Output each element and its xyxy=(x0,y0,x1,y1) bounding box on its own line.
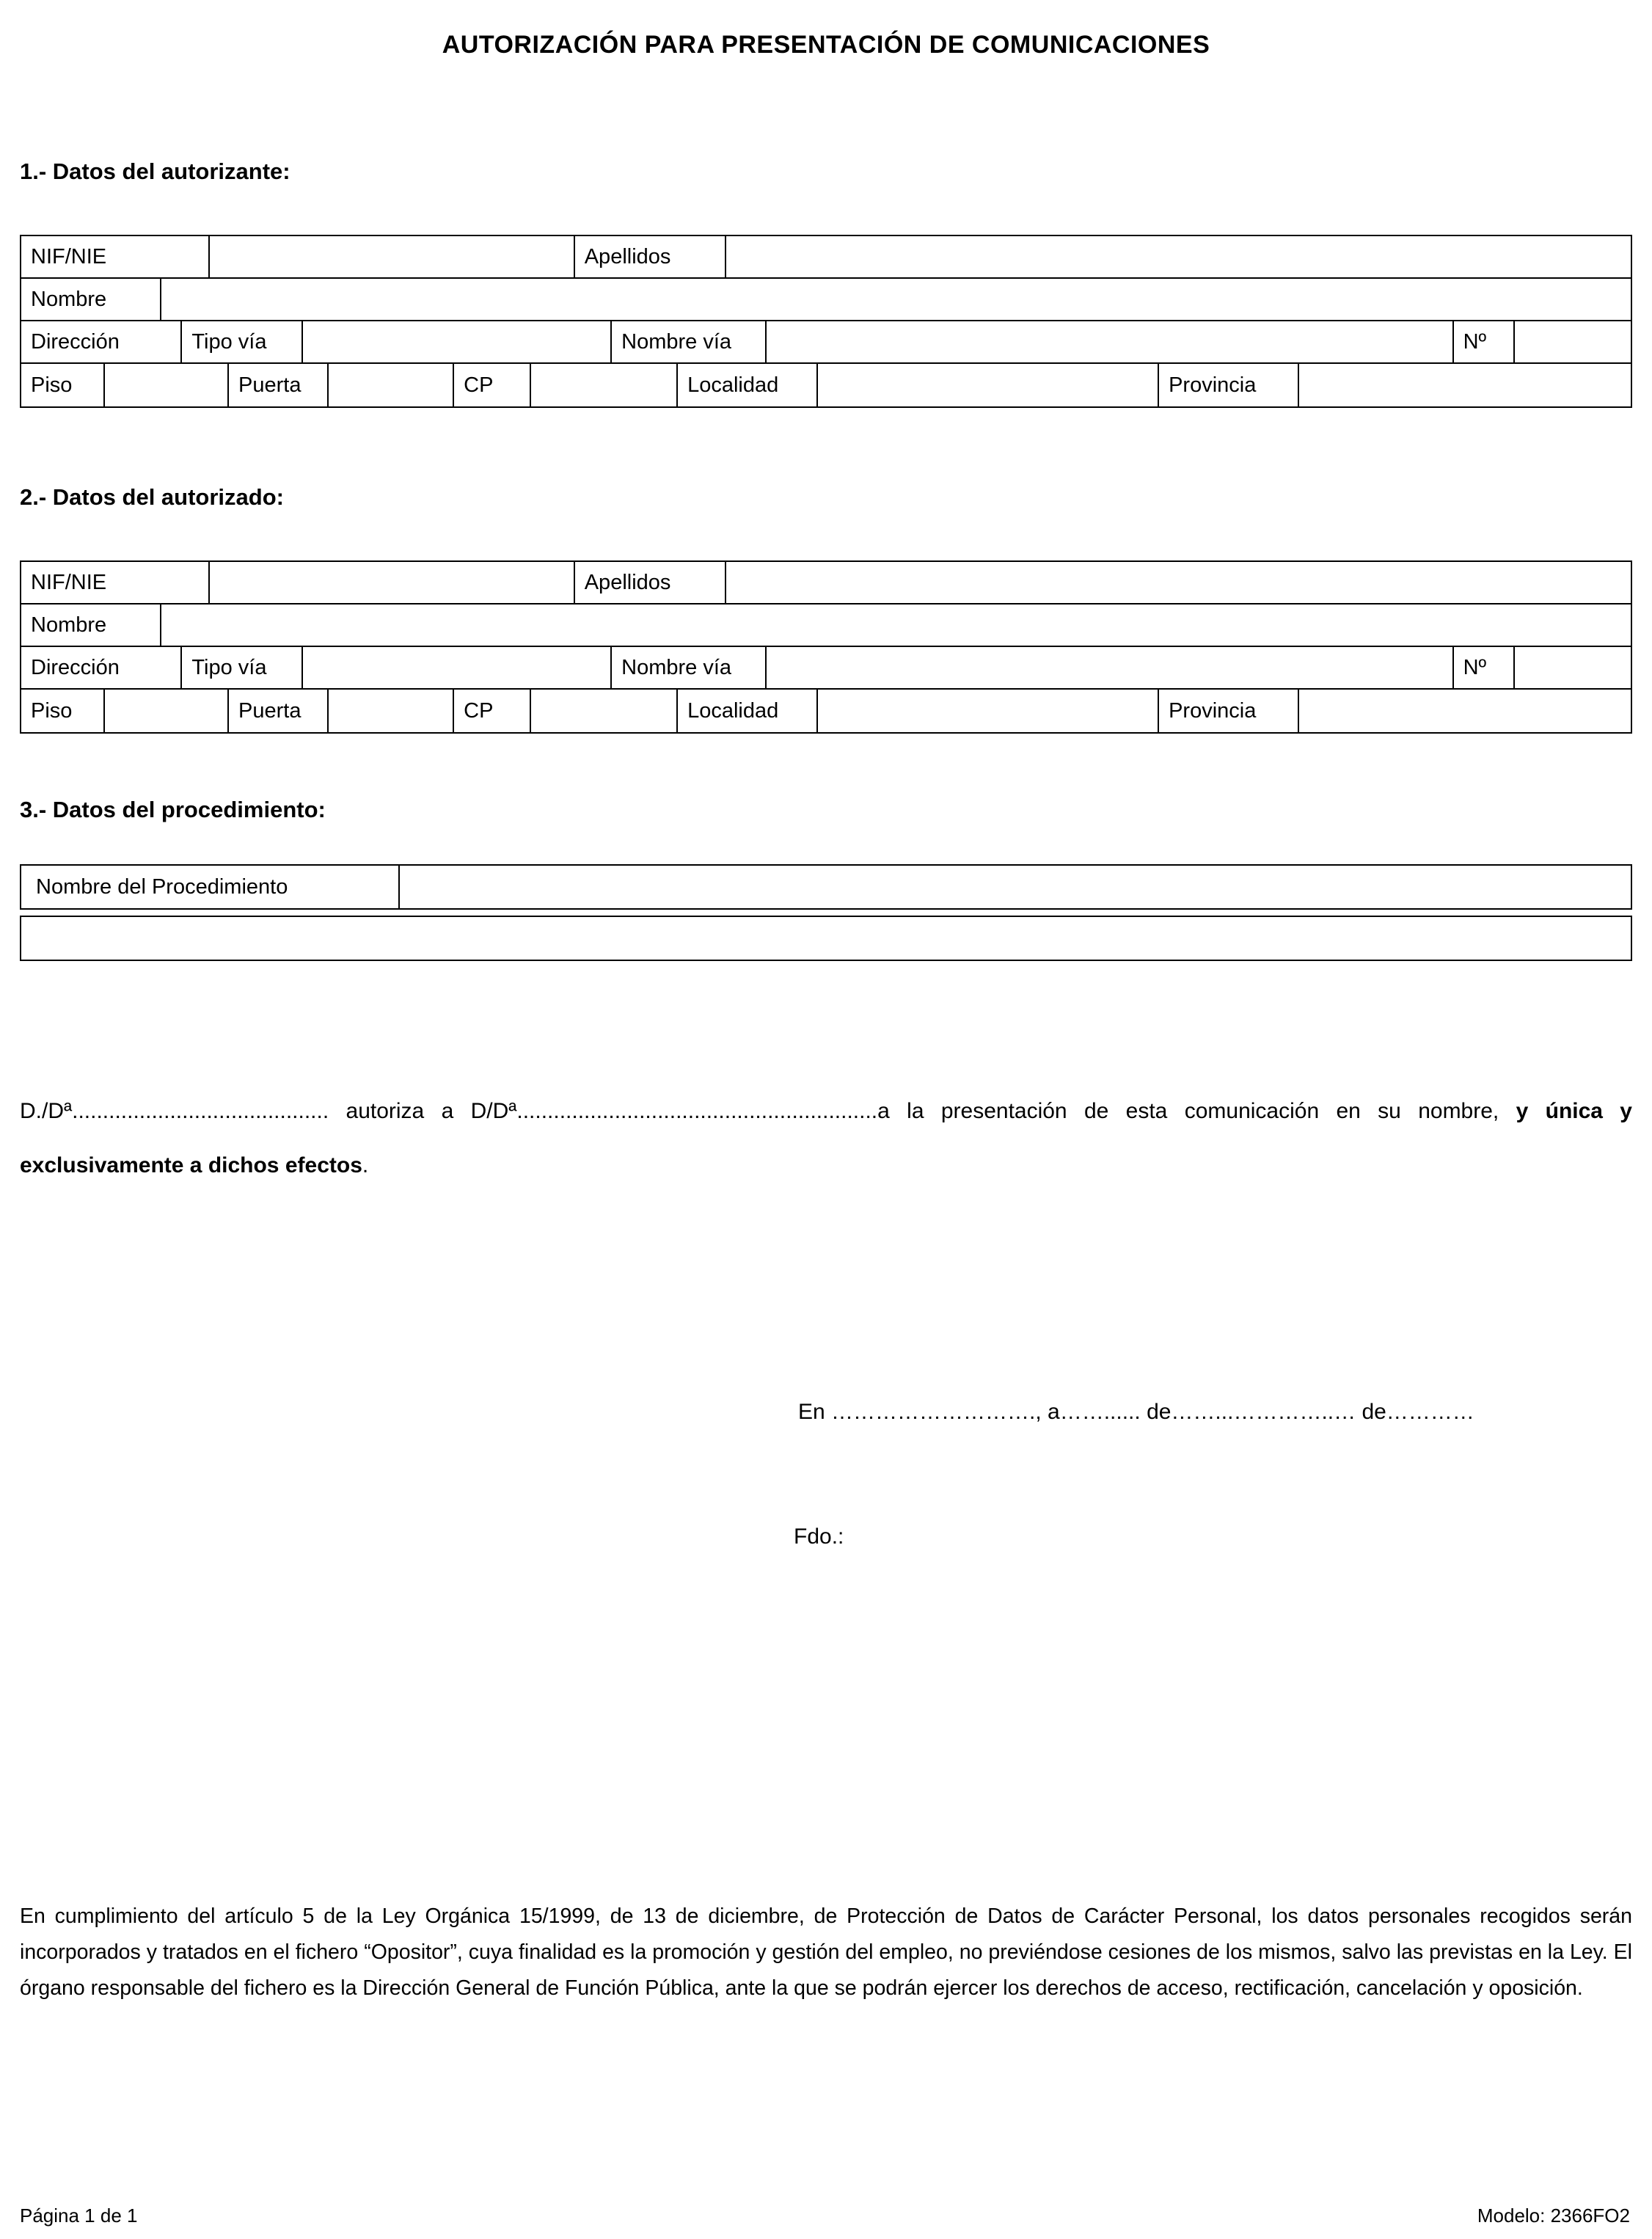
nif-nie-label: NIF/NIE xyxy=(21,562,210,603)
cp-label: CP xyxy=(454,690,531,732)
authorization-period: . xyxy=(362,1153,369,1177)
nombre-procedimiento-label: Nombre del Procedimiento xyxy=(21,866,400,908)
table-row xyxy=(21,690,1631,732)
autorizado-numero-field[interactable] xyxy=(1515,647,1631,688)
apellidos-label: Apellidos xyxy=(575,562,726,603)
autorizante-localidad-field[interactable] xyxy=(818,364,1159,406)
direccion-label: Dirección xyxy=(21,321,182,362)
section-3-heading: 3.- Datos del procedimiento: xyxy=(20,797,326,822)
provincia-label: Provincia xyxy=(1159,364,1299,406)
localidad-label: Localidad xyxy=(678,690,818,732)
nombre-via-label: Nombre vía xyxy=(612,321,767,362)
model-number: Modelo: 2366FO2 xyxy=(1477,2205,1630,2227)
autorizado-nif-field[interactable] xyxy=(210,562,575,603)
page-number: Página 1 de 1 xyxy=(20,2205,138,2227)
numero-label: Nº xyxy=(1454,647,1515,688)
autorizante-puerta-field[interactable] xyxy=(329,364,454,406)
date-line: En ………………………., a……...... de……...…………..… de………… xyxy=(798,1400,1474,1424)
procedimiento-table xyxy=(20,864,1632,910)
autorizado-nombre-field[interactable] xyxy=(161,605,1631,646)
procedimiento-nombre-field[interactable] xyxy=(400,866,1631,908)
apellidos-label: Apellidos xyxy=(575,236,726,277)
authorization-bold-text: y única y exclusivamente a dichos efectos xyxy=(20,1099,1632,1177)
autorizado-cp-field[interactable] xyxy=(531,690,678,732)
table-row xyxy=(21,364,1631,406)
autorizante-table xyxy=(20,235,1632,408)
tipo-via-label: Tipo vía xyxy=(182,647,303,688)
autorizado-tipo-via-field[interactable] xyxy=(303,647,612,688)
autorizado-nombre-via-field[interactable] xyxy=(767,647,1454,688)
procedimiento-detalle-table xyxy=(20,916,1632,961)
piso-label: Piso xyxy=(21,364,105,406)
localidad-label: Localidad xyxy=(678,364,818,406)
provincia-label: Provincia xyxy=(1159,690,1299,732)
table-row xyxy=(21,321,1631,364)
numero-label: Nº xyxy=(1454,321,1515,362)
autorizante-piso-field[interactable] xyxy=(105,364,229,406)
autorizante-nif-field[interactable] xyxy=(210,236,575,277)
procedimiento-detalle-field[interactable] xyxy=(21,917,1631,960)
direccion-label: Dirección xyxy=(21,647,182,688)
autorizado-table xyxy=(20,560,1632,734)
table-row xyxy=(21,647,1631,690)
table-row xyxy=(21,236,1631,279)
table-row xyxy=(21,605,1631,647)
table-row xyxy=(21,279,1631,321)
autorizado-puerta-field[interactable] xyxy=(329,690,454,732)
autorizado-localidad-field[interactable] xyxy=(818,690,1159,732)
nif-nie-label: NIF/NIE xyxy=(21,236,210,277)
signature-label: Fdo.: xyxy=(794,1524,844,1549)
document-title: AUTORIZACIÓN PARA PRESENTACIÓN DE COMUNICACIONES xyxy=(442,31,1210,59)
autorizante-nombre-via-field[interactable] xyxy=(767,321,1454,362)
autorizante-tipo-via-field[interactable] xyxy=(303,321,612,362)
nombre-via-label: Nombre vía xyxy=(612,647,767,688)
autorizante-apellidos-field[interactable] xyxy=(726,236,1631,277)
autorizado-apellidos-field[interactable] xyxy=(726,562,1631,603)
autorizante-provincia-field[interactable] xyxy=(1299,364,1631,406)
puerta-label: Puerta xyxy=(229,364,329,406)
puerta-label: Puerta xyxy=(229,690,329,732)
autorizado-provincia-field[interactable] xyxy=(1299,690,1631,732)
piso-label: Piso xyxy=(21,690,105,732)
authorization-paragraph xyxy=(20,1084,1632,1193)
autorizante-nombre-field[interactable] xyxy=(161,279,1631,320)
autorizante-cp-field[interactable] xyxy=(531,364,678,406)
nombre-label: Nombre xyxy=(21,605,161,646)
autorizado-piso-field[interactable] xyxy=(105,690,229,732)
table-row xyxy=(21,562,1631,605)
nombre-label: Nombre xyxy=(21,279,161,320)
table-row xyxy=(21,917,1631,960)
legal-notice: En cumplimiento del artículo 5 de la Ley Orgánica 15/1999, de 13 de diciembre, de Protección de Datos de Carácter Personal, los datos personales recogidos serán incorporados y tratados en el fichero “Opositor”, cuya finalidad es la promoción y gestión del empleo, no previéndose cesiones de los mismos, salvo las previstas en la Ley. El órgano responsable del fichero es la Dirección General de Función Pública, ante la que se podrán ejercer los derechos de acceso, rectificación, cancelación y oposición. xyxy=(20,1904,1632,2000)
table-row xyxy=(21,866,1631,908)
section-1-heading: 1.- Datos del autorizante: xyxy=(20,158,290,184)
section-2-heading: 2.- Datos del autorizado: xyxy=(20,484,284,510)
autorizante-numero-field[interactable] xyxy=(1515,321,1631,362)
tipo-via-label: Tipo vía xyxy=(182,321,303,362)
cp-label: CP xyxy=(454,364,531,406)
authorization-text: D./Dª.......................................... autoriza a D/Dª...........................................................a la presentación de esta comunicación en su nombre, xyxy=(20,1099,1516,1123)
